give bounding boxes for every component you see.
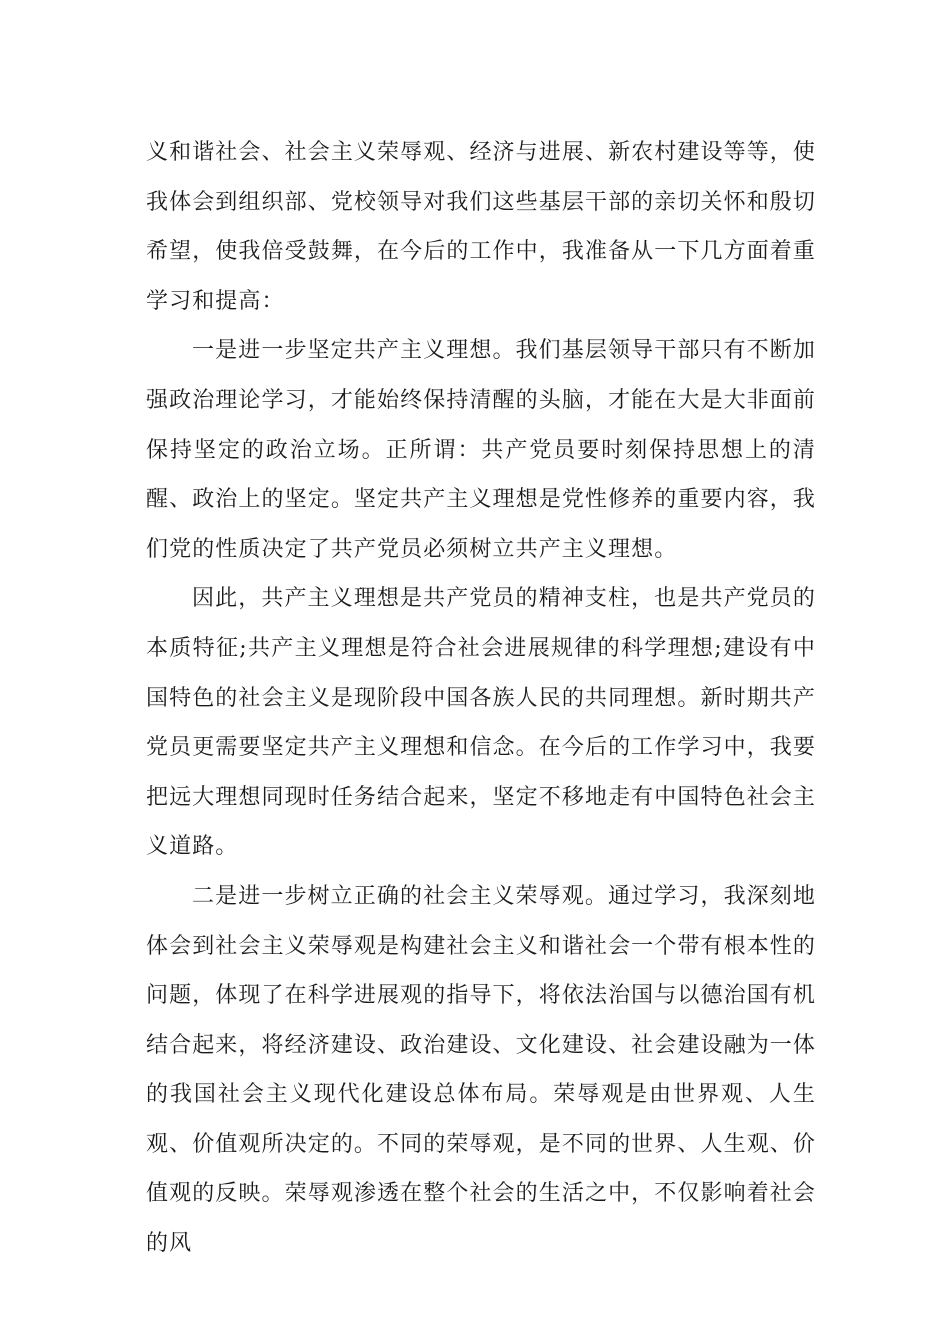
paragraph-1: 一是进一步坚定共产主义理想。我们基层领导干部只有不断加强政治理论学习，才能始终保持清醒的头脑，才能在大是大非面前保持坚定的政治立场。正所谓：共产党员要时刻保持思想上的清醒、政治上的坚定。坚定共产主义理想是党性修养的重要内容，我们党的性质决定了共产党员必须树立共产主义理想。 bbox=[146, 338, 816, 562]
paragraph-3: 二是进一步树立正确的社会主义荣辱观。通过学习，我深刻地体会到社会主义荣辱观是构建社会主义和谐社会一个带有根本性的问题，体现了在科学进展观的指导下，将依法治国与以德治国有机结合起来，将经济建设、政治建设、文化建设、社会建设融为一体的我国社会主义现代化建设总体布局。荣辱观是由世界观、人生观、价值观所决定的。不同的荣辱观，是不同的世界、人生观、价值观的反映。荣辱观渗透在整个社会的生活之中，不仅影响着社会的风 bbox=[146, 883, 816, 1257]
paragraph-continued: 义和谐社会、社会主义荣辱观、经济与进展、新农村建设等等，使我体会到组织部、党校领导对我们这些基层干部的亲切关怀和殷切希望，使我倍受鼓舞，在今后的工作中，我准备从一下几方面着重学习和提高： bbox=[146, 140, 816, 314]
body-text bbox=[146, 128, 816, 1269]
paragraph-2: 因此，共产主义理想是共产党员的精神支柱，也是共产党员的本质特征;共产主义理想是符合社会进展规律的科学理想;建设有中国特色的社会主义是现阶段中国各族人民的共同理想。新时期共产党员更需要坚定共产主义理想和信念。在今后的工作学习中，我要把远大理想同现时任务结合起来，坚定不移地走有中国特色社会主义道路。 bbox=[146, 586, 816, 860]
